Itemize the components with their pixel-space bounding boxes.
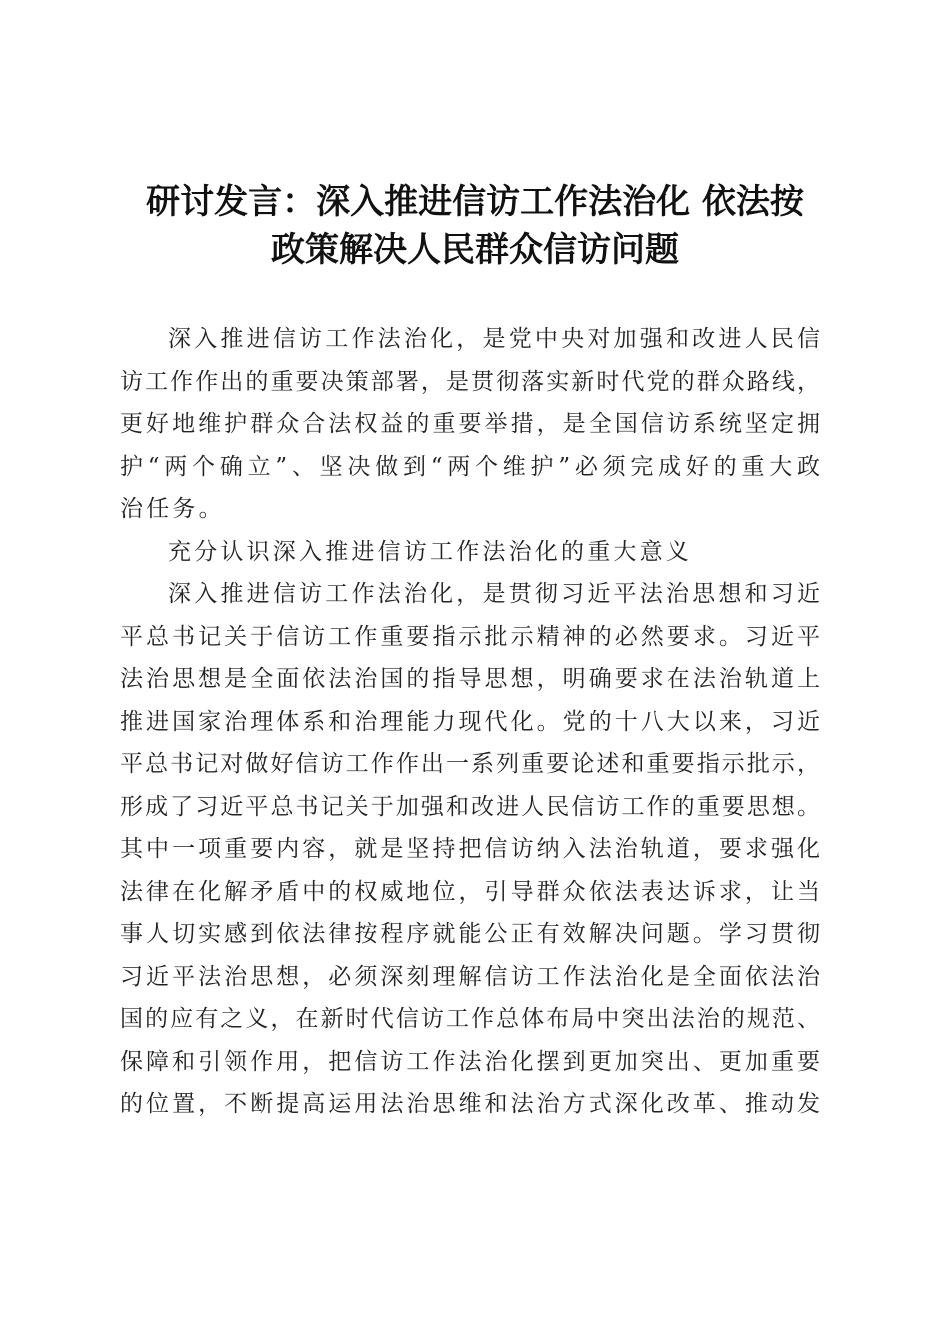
title-line-2: 政策解决人民群众信访问题 <box>271 230 679 270</box>
paragraph-3-line-2: 平总书记关于信访工作重要指示批示精神的必然要求。习近平 <box>120 623 820 650</box>
paragraph-3-line-8: 法律在化解矛盾中的权威地位，引导群众依法表达诉求，让当 <box>120 878 820 905</box>
section-heading: 充分认识深入推进信访工作法治化的重大意义 <box>168 538 692 565</box>
document-body <box>120 318 820 1126</box>
document-title <box>100 178 850 274</box>
paragraph-3-line-4: 推进国家治理体系和治理能力现代化。党的十八大以来，习近 <box>120 708 820 735</box>
paragraph-3-line-9: 事人切实感到依法律按程序就能公正有效解决问题。学习贯彻 <box>120 921 820 947</box>
paragraph-1-line-4: 护“两个确立”、坚决做到“两个维护”必须完成好的重大政 <box>120 453 820 480</box>
paragraph-3-line-5: 平总书记对做好信访工作作出一系列重要论述和重要指示批示， <box>120 751 820 777</box>
paragraph-3-line-10: 习近平法治思想，必须深刻理解信访工作法治化是全面依法治 <box>120 963 820 990</box>
paragraph-3-line-12: 保障和引领作用，把信访工作法治化摆到更加突出、更加重要 <box>120 1048 820 1075</box>
paragraph-1-line-1: 深入推进信访工作法治化，是党中央对加强和改进人民信 <box>168 326 820 352</box>
paragraph-1-line-2: 访工作作出的重要决策部署，是贯彻落实新时代党的群众路线， <box>120 368 820 395</box>
paragraph-3-line-7: 其中一项重要内容，就是坚持把信访纳入法治轨道，要求强化 <box>120 836 820 862</box>
paragraph-3-line-1: 深入推进信访工作法治化，是贯彻习近平法治思想和习近 <box>168 581 820 607</box>
title-line-1: 研讨发言：深入推进信访工作法治化 依法按 <box>146 182 804 222</box>
paragraph-1-line-3: 更好地维护群众合法权益的重要举措，是全国信访系统坚定拥 <box>120 411 820 437</box>
paragraph-1-line-5: 治任务。 <box>120 496 225 522</box>
paragraph-3-line-13: 的位置，不断提高运用法治思维和法治方式深化改革、推动发 <box>120 1091 820 1117</box>
paragraph-3-line-3: 法治思想是全面依法治国的指导思想，明确要求在法治轨道上 <box>120 666 820 692</box>
paragraph-3-line-6: 形成了习近平总书记关于加强和改进人民信访工作的重要思想。 <box>120 793 820 820</box>
paragraph-3-line-11: 国的应有之义，在新时代信访工作总体布局中突出法治的规范、 <box>120 1006 820 1032</box>
